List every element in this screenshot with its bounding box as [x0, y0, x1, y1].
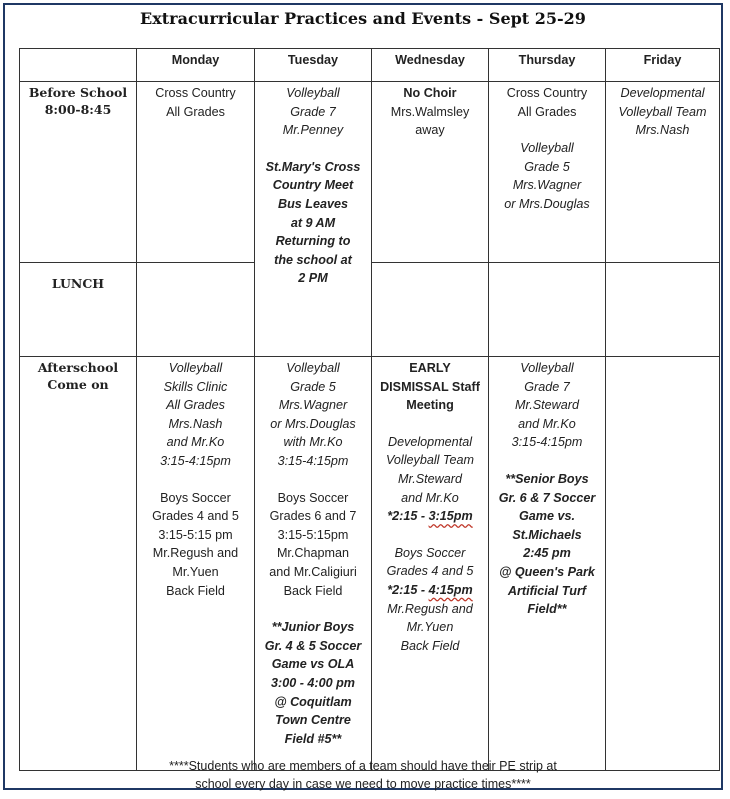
footer-note: [5, 757, 721, 793]
cell-line: Boys Soccer: [160, 490, 231, 505]
schedule-frame: [3, 3, 723, 790]
footer-line: ****Students who are members of a team should have their PE strip at: [169, 759, 557, 773]
cell-line: Cross Country: [155, 86, 236, 100]
cell-line: Volleyball: [168, 361, 223, 375]
event-line: Country Meet: [272, 178, 354, 193]
cell-line: Developmental: [387, 434, 472, 449]
cell-line: Mr.Steward: [398, 471, 462, 486]
cell-line: Grade 5: [524, 159, 570, 174]
cell-after-thursday: [489, 357, 606, 771]
cell-line: Mr.Regush and: [387, 601, 473, 616]
footer-line: school every day in case we need to move practice times****: [195, 777, 531, 791]
cell-after-monday: [137, 357, 255, 771]
cell-line: Mr.Chapman: [276, 546, 350, 561]
event-line: Town Centre: [275, 713, 351, 728]
cell-line: Mr.Steward: [515, 398, 579, 413]
event-line: Returning to: [275, 234, 351, 249]
cell-lunch-monday: [137, 263, 255, 357]
cell-line: 3:15-5:15pm: [277, 527, 349, 542]
page-title: Extracurricular Practices and Events - Sept 25-29: [140, 9, 586, 28]
cell-line: All Grades: [166, 104, 225, 119]
cell-line: Meeting: [406, 398, 454, 413]
cell-line: 3:15-5:15 pm: [158, 527, 233, 542]
header-row: [20, 49, 720, 82]
event-line: Field #5**: [284, 731, 342, 746]
cell-before-lunch-tuesday: [255, 82, 372, 357]
event-line: Game vs.: [518, 509, 575, 524]
time-suffix: 4:15pm: [428, 582, 473, 597]
time-line: [375, 507, 485, 526]
cell-line: Volleyball Team: [618, 104, 707, 119]
cell-line: Grades 4 and 5: [386, 564, 474, 579]
cell-line: Developmental: [620, 86, 705, 100]
cell-line: 3:15-4:15pm: [511, 435, 583, 450]
cell-line: Mr.Penney: [282, 123, 344, 138]
cell-lunch-thursday: [489, 263, 606, 357]
row-label-lunch: LUNCH: [20, 263, 137, 357]
cell-line: Mrs.Nash: [168, 416, 223, 431]
cell-line: Back Field: [166, 583, 225, 598]
cell-before-friday: [606, 82, 720, 263]
time-suffix: 3:15pm: [428, 509, 473, 524]
event-line: St.Mary's Cross: [265, 159, 361, 174]
row-label-time: 8:00-8:45: [44, 102, 112, 117]
event-line: St.Michaels: [512, 527, 582, 542]
cell-line: and Mr.Ko: [401, 490, 459, 505]
row-label-line: Come on: [47, 377, 109, 392]
cell-lunch-wednesday: [372, 263, 489, 357]
cell-line: Grade 7: [290, 104, 336, 119]
cell-line: with Mr.Ko: [283, 435, 343, 450]
cell-after-friday: [606, 357, 720, 771]
event-line: Bus Leaves: [277, 196, 348, 211]
cell-line: All Grades: [517, 104, 577, 119]
cell-line: Mrs.Wagner: [278, 398, 348, 413]
cell-line: Volleyball: [286, 86, 340, 100]
event-line: Field**: [527, 602, 567, 617]
event-line: Artificial Turf: [507, 583, 587, 598]
cell-line: Volleyball Team: [386, 453, 474, 468]
cell-line: Skills Clinic: [163, 379, 228, 394]
cell-line: 3:15-4:15pm: [277, 453, 349, 468]
cell-line: Back Field: [400, 638, 460, 653]
cell-line: and Mr.Ko: [166, 435, 225, 450]
event-line: the school at: [274, 252, 352, 267]
cell-line: Grade 7: [524, 379, 570, 394]
cell-line: Mrs.Wagner: [512, 178, 582, 193]
before-school-row: [20, 82, 720, 263]
time-prefix: *2:15 -: [387, 582, 429, 597]
event-line: **Senior Boys: [505, 471, 589, 486]
cell-line: Mrs.Walmsley: [390, 104, 470, 119]
cell-line: Mrs.Nash: [635, 123, 690, 138]
cell-line: Mr.Yuen: [406, 620, 454, 635]
cell-line: or Mrs.Douglas: [504, 196, 590, 211]
event-line: 2 PM: [298, 271, 328, 286]
cell-line: DISMISSAL Staff: [380, 379, 480, 394]
day-header-tuesday: Tuesday: [255, 49, 372, 82]
cell-line: No Choir: [403, 86, 457, 100]
cell-line: or Mrs.Douglas: [270, 416, 356, 431]
cell-line: Grade 5: [290, 379, 336, 394]
time-prefix: *2:15 -: [387, 509, 429, 524]
corner-cell: [20, 49, 137, 82]
cell-line: Mr.Yuen: [172, 564, 219, 579]
cell-after-tuesday: [255, 357, 372, 771]
cell-line: and Mr.Ko: [518, 416, 576, 431]
cell-line: Grades 4 and 5: [152, 509, 239, 524]
cell-line: Boys Soccer: [394, 545, 466, 560]
day-header-wednesday: Wednesday: [372, 49, 489, 82]
event-line: @ Queen's Park: [499, 564, 595, 579]
day-header-thursday: Thursday: [489, 49, 606, 82]
row-label-before-school: [20, 82, 137, 263]
cell-line: Grades 6 and 7: [269, 509, 357, 524]
cell-before-thursday: [489, 82, 606, 263]
day-header-monday: Monday: [137, 49, 255, 82]
cell-line: Mr.Regush and: [152, 546, 239, 561]
event-line: Gr. 6 & 7 Soccer: [498, 490, 596, 505]
event-line: 2:45 pm: [523, 546, 571, 561]
cell-line: Cross Country: [506, 86, 588, 100]
cell-line: Volleyball: [520, 361, 574, 375]
day-header-friday: Friday: [606, 49, 720, 82]
time-line: [375, 581, 485, 600]
event-line: Gr. 4 & 5 Soccer: [264, 638, 362, 653]
cell-lunch-friday: [606, 263, 720, 357]
row-label-line: Afterschool: [37, 360, 119, 375]
event-line: @ Coquitlam: [274, 694, 352, 709]
cell-line: Back Field: [283, 583, 343, 598]
cell-line: away: [415, 123, 445, 138]
cell-before-wednesday: [372, 82, 489, 263]
event-line: Game vs OLA: [271, 657, 355, 672]
row-label-afterschool: [20, 357, 137, 771]
event-line: 3:00 - 4:00 pm: [271, 675, 355, 690]
cell-line: All Grades: [166, 398, 225, 413]
cell-line: Boys Soccer: [277, 490, 349, 505]
afterschool-row: [20, 357, 720, 771]
row-label-line: Before School: [28, 85, 128, 100]
event-line: **Junior Boys: [271, 620, 355, 635]
cell-line: EARLY: [409, 361, 451, 375]
cell-before-monday: [137, 82, 255, 263]
cell-line: and Mr.Caligiuri: [269, 564, 357, 579]
cell-line: Volleyball: [286, 361, 340, 375]
event-line: at 9 AM: [290, 215, 336, 230]
cell-after-wednesday: [372, 357, 489, 771]
schedule-table: [19, 48, 720, 771]
cell-line: 3:15-4:15pm: [160, 453, 231, 468]
cell-line: Volleyball: [520, 141, 574, 156]
